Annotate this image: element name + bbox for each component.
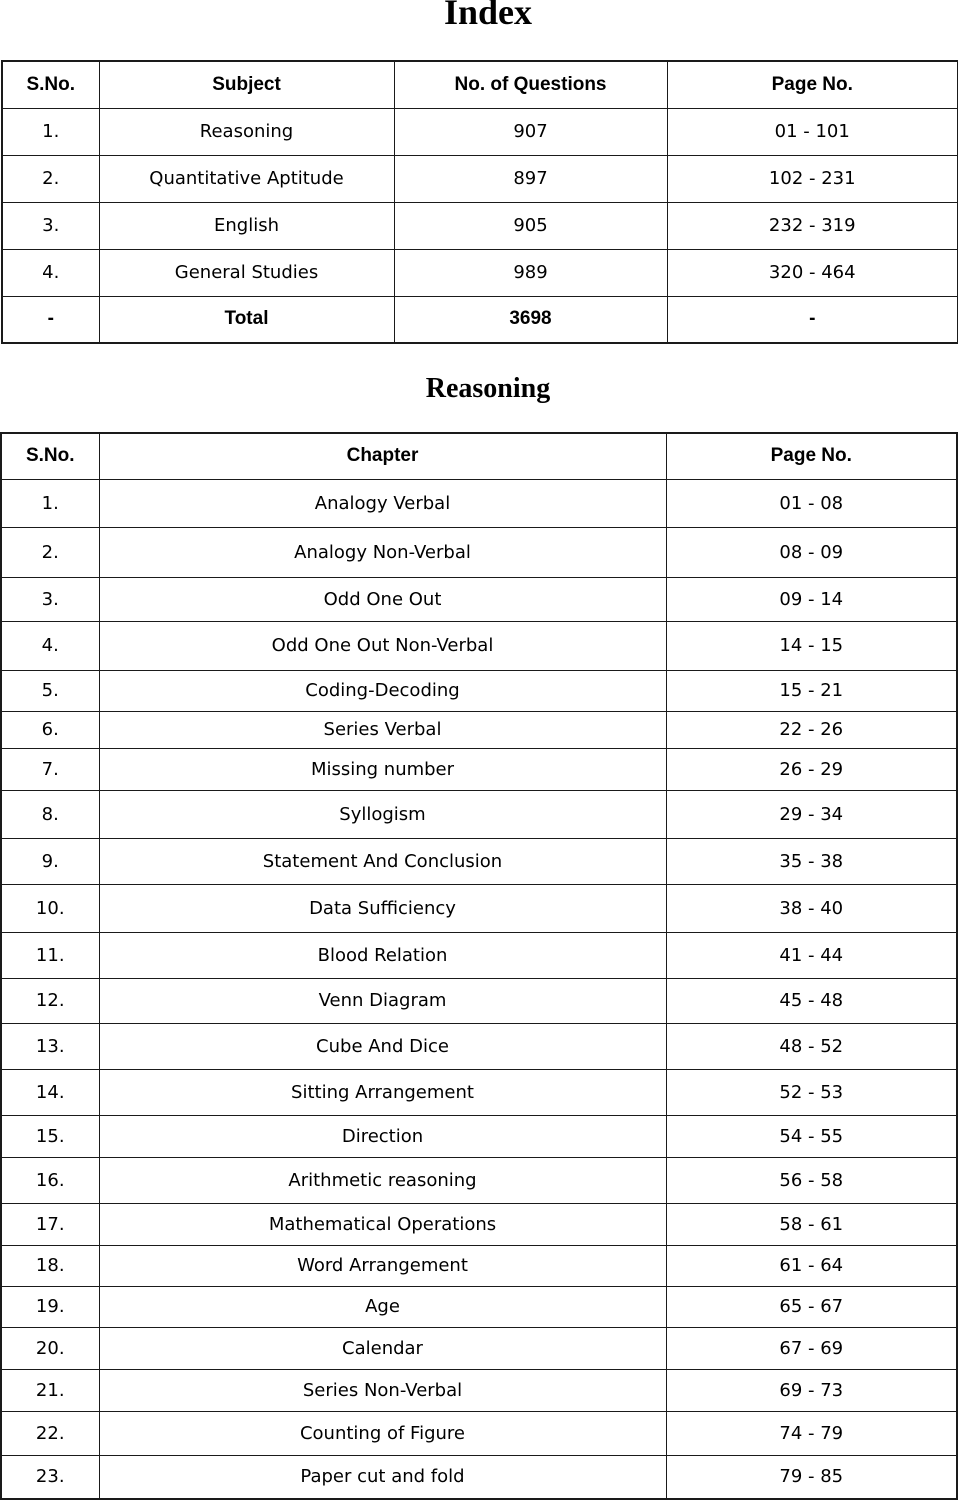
reasoning-sno-cell: 6. bbox=[1, 711, 99, 748]
reasoning-header-row bbox=[1, 433, 957, 479]
table-row bbox=[1, 1069, 957, 1115]
reasoning-chapter-cell: Missing number bbox=[99, 748, 666, 790]
reasoning-page-cell: 09 - 14 bbox=[666, 577, 957, 621]
reasoning-page-cell: 69 - 73 bbox=[666, 1369, 957, 1411]
table-row bbox=[1, 527, 957, 577]
reasoning-page-cell: 48 - 52 bbox=[666, 1023, 957, 1069]
reasoning-chapter-cell: Analogy Verbal bbox=[99, 479, 666, 527]
reasoning-page-cell: 74 - 79 bbox=[666, 1411, 957, 1455]
reasoning-chapter-cell: Venn Diagram bbox=[99, 978, 666, 1023]
table-row bbox=[1, 1115, 957, 1157]
index-questions-cell: 897 bbox=[394, 155, 667, 202]
reasoning-chapter-cell: Series Non-Verbal bbox=[99, 1369, 666, 1411]
index-subject-cell: English bbox=[99, 202, 394, 249]
reasoning-chapter-cell: Word Arrangement bbox=[99, 1245, 666, 1286]
table-row bbox=[2, 155, 958, 202]
reasoning-sno-cell: 13. bbox=[1, 1023, 99, 1069]
index-title: Index bbox=[443, 0, 533, 32]
index-header-page: Page No. bbox=[667, 61, 958, 108]
table-row bbox=[1, 1455, 957, 1499]
table-row bbox=[1, 1369, 957, 1411]
reasoning-chapter-cell: Statement And Conclusion bbox=[99, 838, 666, 884]
reasoning-page-cell: 61 - 64 bbox=[666, 1245, 957, 1286]
table-row bbox=[1, 1023, 957, 1069]
reasoning-chapter-cell: Data Sufficiency bbox=[99, 884, 666, 932]
reasoning-chapter-cell: Age bbox=[99, 1286, 666, 1327]
reasoning-sno-cell: 3. bbox=[1, 577, 99, 621]
index-subject-cell: General Studies bbox=[99, 249, 394, 296]
reasoning-page-cell: 54 - 55 bbox=[666, 1115, 957, 1157]
table-row bbox=[1, 577, 957, 621]
reasoning-chapter-cell: Direction bbox=[99, 1115, 666, 1157]
total-sno-cell: - bbox=[2, 296, 99, 343]
reasoning-sno-cell: 5. bbox=[1, 670, 99, 711]
table-row bbox=[2, 202, 958, 249]
reasoning-page-cell: 67 - 69 bbox=[666, 1327, 957, 1369]
reasoning-page-cell: 52 - 53 bbox=[666, 1069, 957, 1115]
index-table bbox=[1, 60, 958, 344]
index-subject-cell: Quantitative Aptitude bbox=[99, 155, 394, 202]
index-header-questions: No. of Questions bbox=[394, 61, 667, 108]
index-subject-cell: Reasoning bbox=[99, 108, 394, 155]
reasoning-chapter-cell: Mathematical Operations bbox=[99, 1203, 666, 1245]
reasoning-page-cell: 38 - 40 bbox=[666, 884, 957, 932]
table-row bbox=[1, 479, 957, 527]
reasoning-chapter-cell: Blood Relation bbox=[99, 932, 666, 978]
table-row bbox=[1, 1327, 957, 1369]
index-questions-cell: 989 bbox=[394, 249, 667, 296]
table-row bbox=[1, 838, 957, 884]
reasoning-chapter-cell: Calendar bbox=[99, 1327, 666, 1369]
index-page-cell: 01 - 101 bbox=[667, 108, 958, 155]
table-row bbox=[1, 1411, 957, 1455]
reasoning-chapter-cell: Counting of Figure bbox=[99, 1411, 666, 1455]
reasoning-page-cell: 29 - 34 bbox=[666, 790, 957, 838]
reasoning-chapter-cell: Analogy Non-Verbal bbox=[99, 527, 666, 577]
reasoning-header-sno: S.No. bbox=[1, 433, 99, 479]
reasoning-header-page: Page No. bbox=[666, 433, 957, 479]
reasoning-chapter-cell: Series Verbal bbox=[99, 711, 666, 748]
reasoning-page-cell: 41 - 44 bbox=[666, 932, 957, 978]
reasoning-page-cell: 08 - 09 bbox=[666, 527, 957, 577]
reasoning-chapter-cell: Syllogism bbox=[99, 790, 666, 838]
total-page-cell: - bbox=[667, 296, 958, 343]
reasoning-sno-cell: 21. bbox=[1, 1369, 99, 1411]
index-sno-cell: 4. bbox=[2, 249, 99, 296]
total-questions-cell: 3698 bbox=[394, 296, 667, 343]
reasoning-sno-cell: 8. bbox=[1, 790, 99, 838]
reasoning-sno-cell: 23. bbox=[1, 1455, 99, 1499]
reasoning-sno-cell: 4. bbox=[1, 621, 99, 670]
table-row bbox=[1, 1245, 957, 1286]
reasoning-chapter-cell: Odd One Out Non-Verbal bbox=[99, 621, 666, 670]
index-sno-cell: 2. bbox=[2, 155, 99, 202]
reasoning-page-cell: 26 - 29 bbox=[666, 748, 957, 790]
index-questions-cell: 907 bbox=[394, 108, 667, 155]
reasoning-page-cell: 35 - 38 bbox=[666, 838, 957, 884]
reasoning-page-cell: 45 - 48 bbox=[666, 978, 957, 1023]
reasoning-chapter-cell: Arithmetic reasoning bbox=[99, 1157, 666, 1203]
reasoning-page-cell: 22 - 26 bbox=[666, 711, 957, 748]
reasoning-chapter-cell: Paper cut and fold bbox=[99, 1455, 666, 1499]
table-row bbox=[1, 932, 957, 978]
reasoning-title: Reasoning bbox=[425, 373, 551, 404]
index-header-sno: S.No. bbox=[2, 61, 99, 108]
table-row bbox=[1, 1286, 957, 1327]
reasoning-page-cell: 56 - 58 bbox=[666, 1157, 957, 1203]
reasoning-page-cell: 14 - 15 bbox=[666, 621, 957, 670]
reasoning-sno-cell: 2. bbox=[1, 527, 99, 577]
reasoning-sno-cell: 20. bbox=[1, 1327, 99, 1369]
index-page-cell: 232 - 319 bbox=[667, 202, 958, 249]
reasoning-page-cell: 65 - 67 bbox=[666, 1286, 957, 1327]
total-label-cell: Total bbox=[99, 296, 394, 343]
table-row bbox=[1, 670, 957, 711]
table-row bbox=[2, 249, 958, 296]
table-row bbox=[1, 1203, 957, 1245]
reasoning-sno-cell: 9. bbox=[1, 838, 99, 884]
table-row bbox=[1, 1157, 957, 1203]
reasoning-sno-cell: 10. bbox=[1, 884, 99, 932]
reasoning-header-chapter: Chapter bbox=[99, 433, 666, 479]
table-row bbox=[2, 108, 958, 155]
reasoning-table bbox=[0, 432, 958, 1500]
reasoning-page-cell: 79 - 85 bbox=[666, 1455, 957, 1499]
table-row bbox=[1, 711, 957, 748]
reasoning-sno-cell: 7. bbox=[1, 748, 99, 790]
table-row bbox=[1, 884, 957, 932]
reasoning-chapter-cell: Cube And Dice bbox=[99, 1023, 666, 1069]
table-row bbox=[1, 748, 957, 790]
reasoning-chapter-cell: Odd One Out bbox=[99, 577, 666, 621]
table-row bbox=[1, 790, 957, 838]
reasoning-chapter-cell: Coding-Decoding bbox=[99, 670, 666, 711]
index-page-cell: 102 - 231 bbox=[667, 155, 958, 202]
reasoning-sno-cell: 16. bbox=[1, 1157, 99, 1203]
table-row bbox=[1, 978, 957, 1023]
reasoning-page-cell: 15 - 21 bbox=[666, 670, 957, 711]
reasoning-sno-cell: 17. bbox=[1, 1203, 99, 1245]
reasoning-page-cell: 58 - 61 bbox=[666, 1203, 957, 1245]
index-header-subject: Subject bbox=[99, 61, 394, 108]
reasoning-sno-cell: 11. bbox=[1, 932, 99, 978]
reasoning-chapter-cell: Sitting Arrangement bbox=[99, 1069, 666, 1115]
reasoning-page-cell: 01 - 08 bbox=[666, 479, 957, 527]
reasoning-sno-cell: 19. bbox=[1, 1286, 99, 1327]
index-questions-cell: 905 bbox=[394, 202, 667, 249]
reasoning-sno-cell: 12. bbox=[1, 978, 99, 1023]
reasoning-sno-cell: 18. bbox=[1, 1245, 99, 1286]
table-row bbox=[1, 621, 957, 670]
reasoning-sno-cell: 1. bbox=[1, 479, 99, 527]
reasoning-sno-cell: 22. bbox=[1, 1411, 99, 1455]
index-header-row bbox=[2, 61, 958, 108]
index-page-cell: 320 - 464 bbox=[667, 249, 958, 296]
reasoning-sno-cell: 15. bbox=[1, 1115, 99, 1157]
index-sno-cell: 1. bbox=[2, 108, 99, 155]
reasoning-sno-cell: 14. bbox=[1, 1069, 99, 1115]
total-row bbox=[2, 296, 958, 343]
index-sno-cell: 3. bbox=[2, 202, 99, 249]
